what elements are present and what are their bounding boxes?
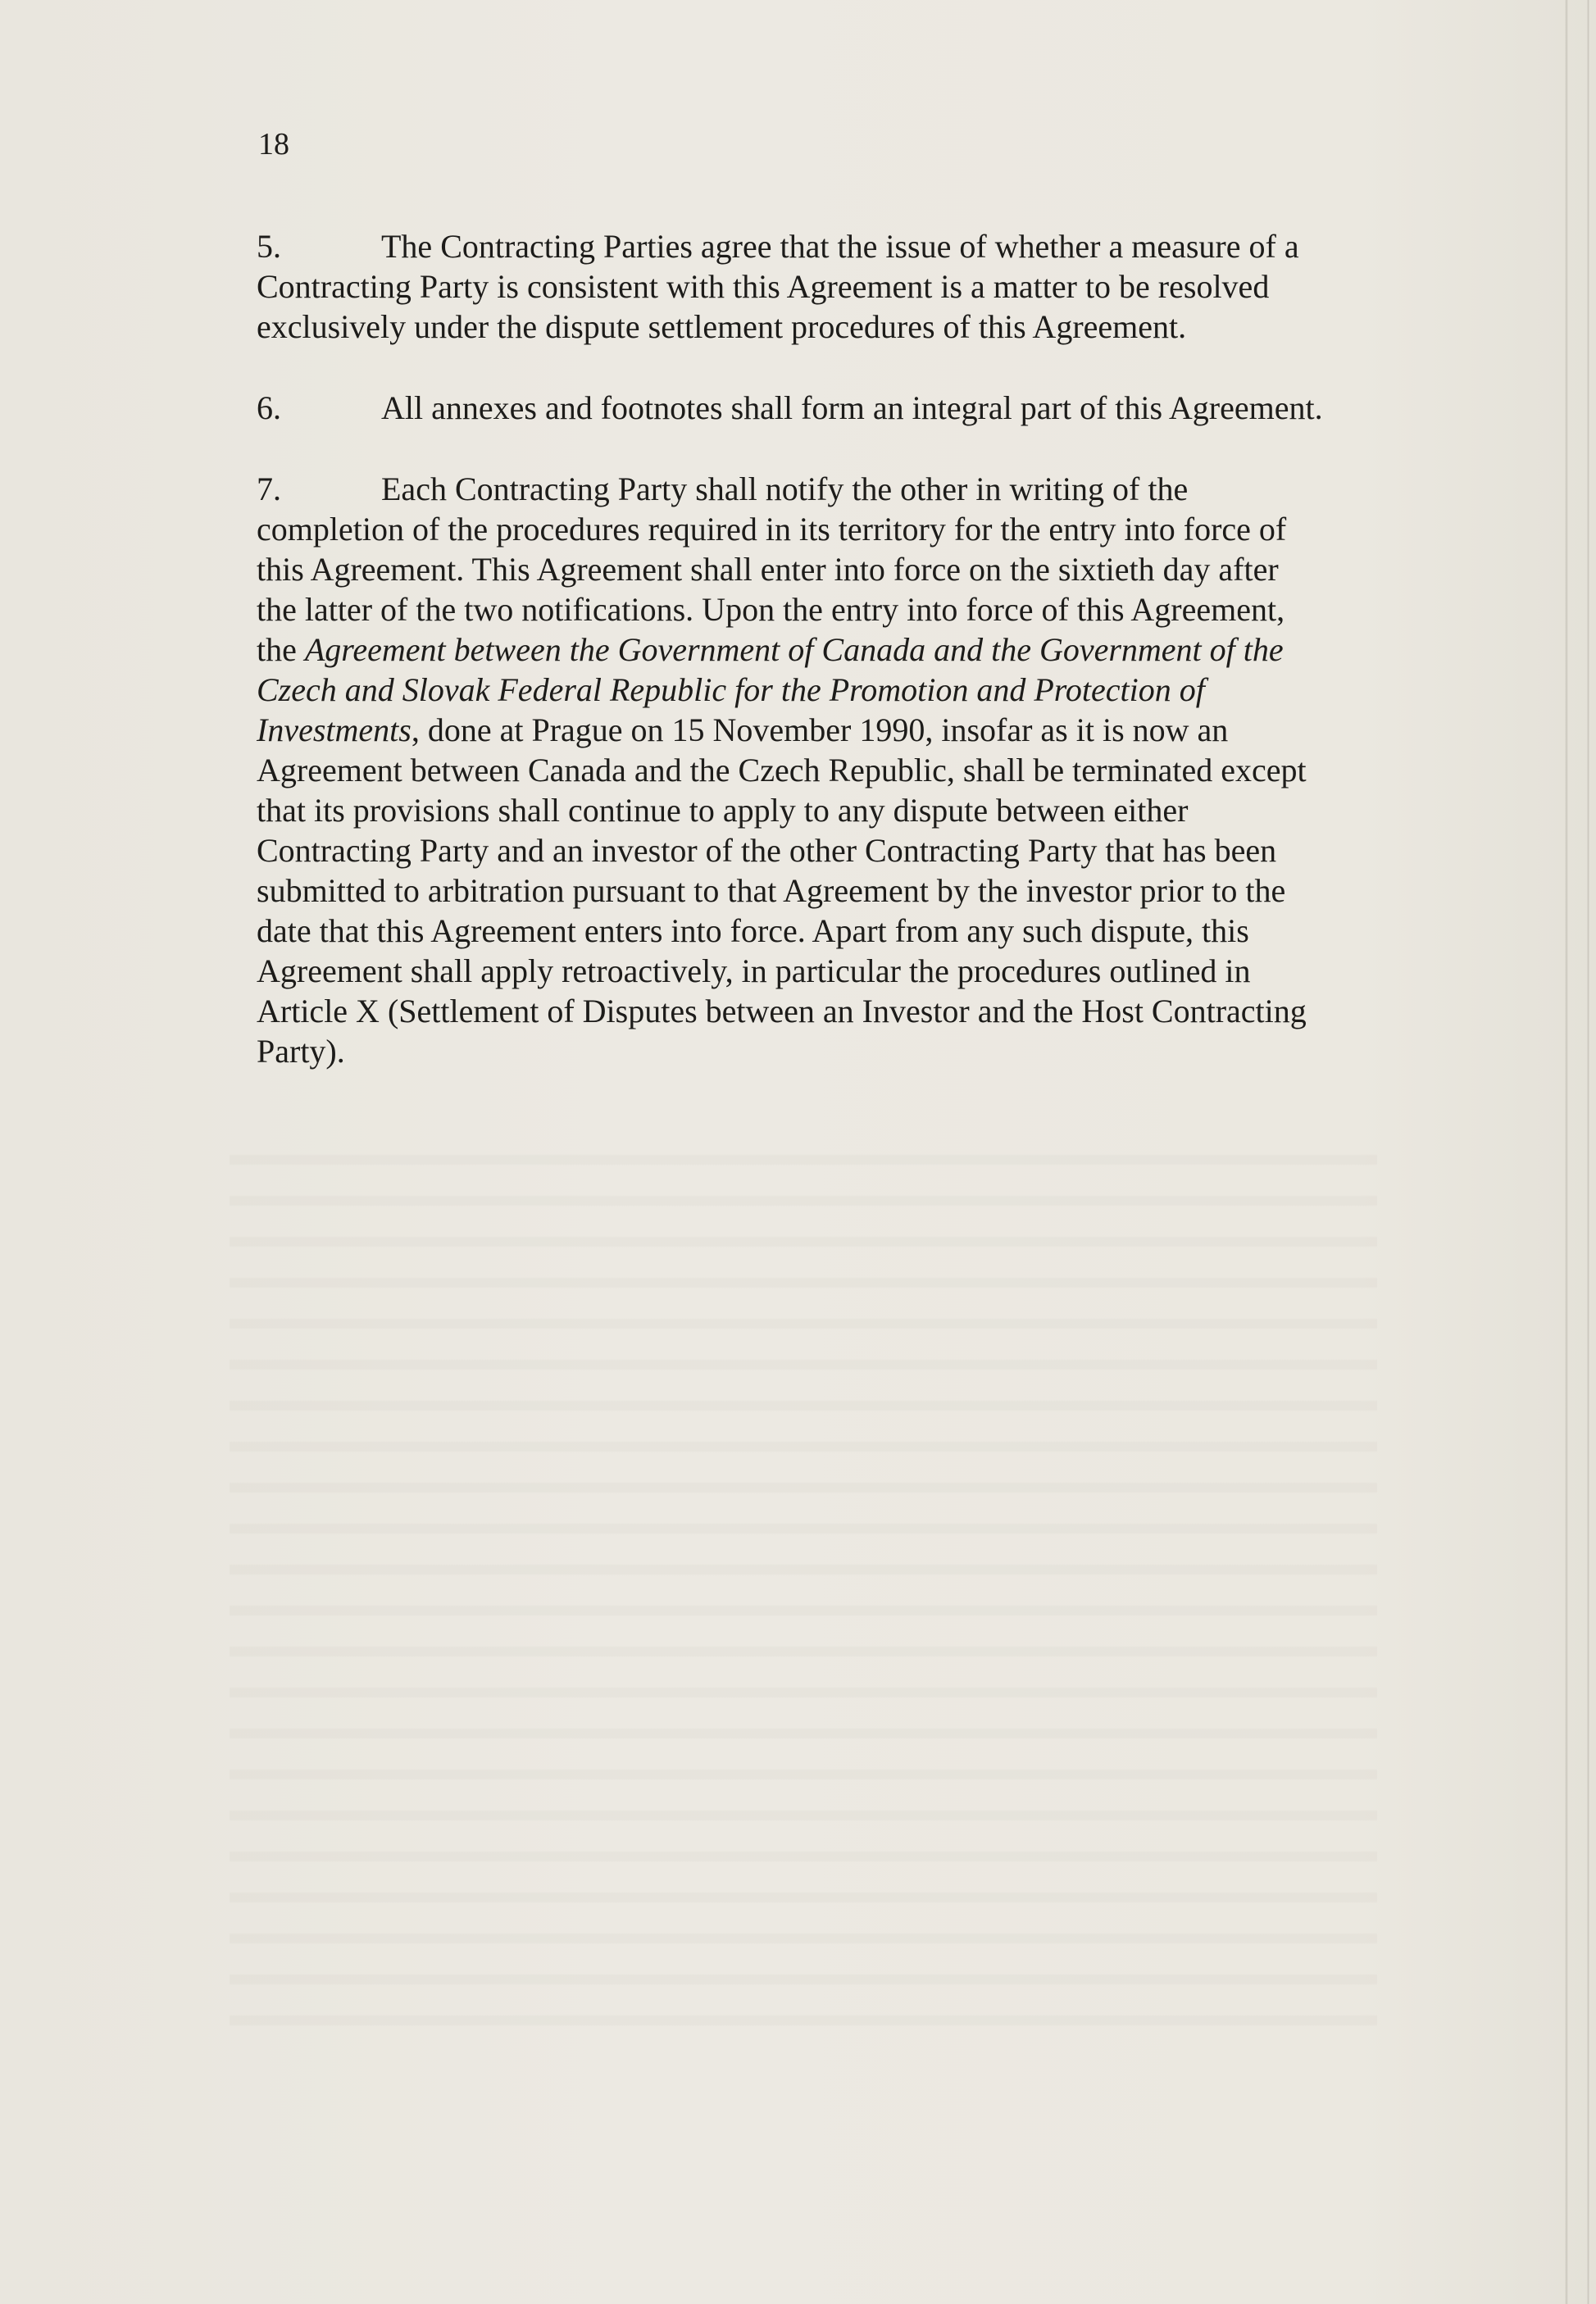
page-number: 18 bbox=[258, 127, 289, 161]
paragraph-text: Each Contracting Party shall notify the other in writing of the completion of the procedures required in its territory for the entry into force of this Agreement. This Agreement shall enter into force on the sixtieth day after the latter of the two notifications. Upon the entry into force of this Agreement, the bbox=[257, 470, 1287, 668]
page-edge-outer bbox=[1587, 0, 1589, 2304]
agreement-title: Agreement between the Government of Canada and the Government of the Czech and Slovak Federal Republic for the Promotion and Protection of Investments bbox=[257, 631, 1284, 748]
paragraph-text: All annexes and footnotes shall form an integral part of this Agreement. bbox=[381, 389, 1323, 426]
paragraph-5 bbox=[257, 226, 1392, 347]
body-text bbox=[257, 226, 1392, 1112]
show-through-text bbox=[230, 1131, 1377, 2033]
paragraph-7 bbox=[257, 469, 1392, 1071]
paragraph-number: 5. bbox=[257, 228, 281, 265]
paragraph-number: 7. bbox=[257, 470, 281, 507]
paragraph-text: The Contracting Parties agree that the issue of whether a measure of a Contracting Party is consistent with this Agreement is a matter to be resolved exclusively under the dispute settlement procedures of this Agreement. bbox=[257, 228, 1299, 345]
paragraph-number: 6. bbox=[257, 389, 281, 426]
paragraph-6 bbox=[257, 388, 1392, 428]
paragraph-text-continued: , done at Prague on 15 November 1990, insofar as it is now an Agreement between Canada and the Czech Republic, shall be terminated except that its provisions shall continue to apply to any dispute between either Contracting Party and an investor of the other Contracting Party that has been submitted to arbitration pursuant to that Agreement by the investor prior to the date that this Agreement enters into force. Apart from any such dispute, this Agreement shall apply retroactively, in particular the procedures outlined in Article X (Settlement of Disputes between an Investor and the Host Contracting Party). bbox=[257, 711, 1307, 1070]
page-edge bbox=[1565, 0, 1568, 2304]
